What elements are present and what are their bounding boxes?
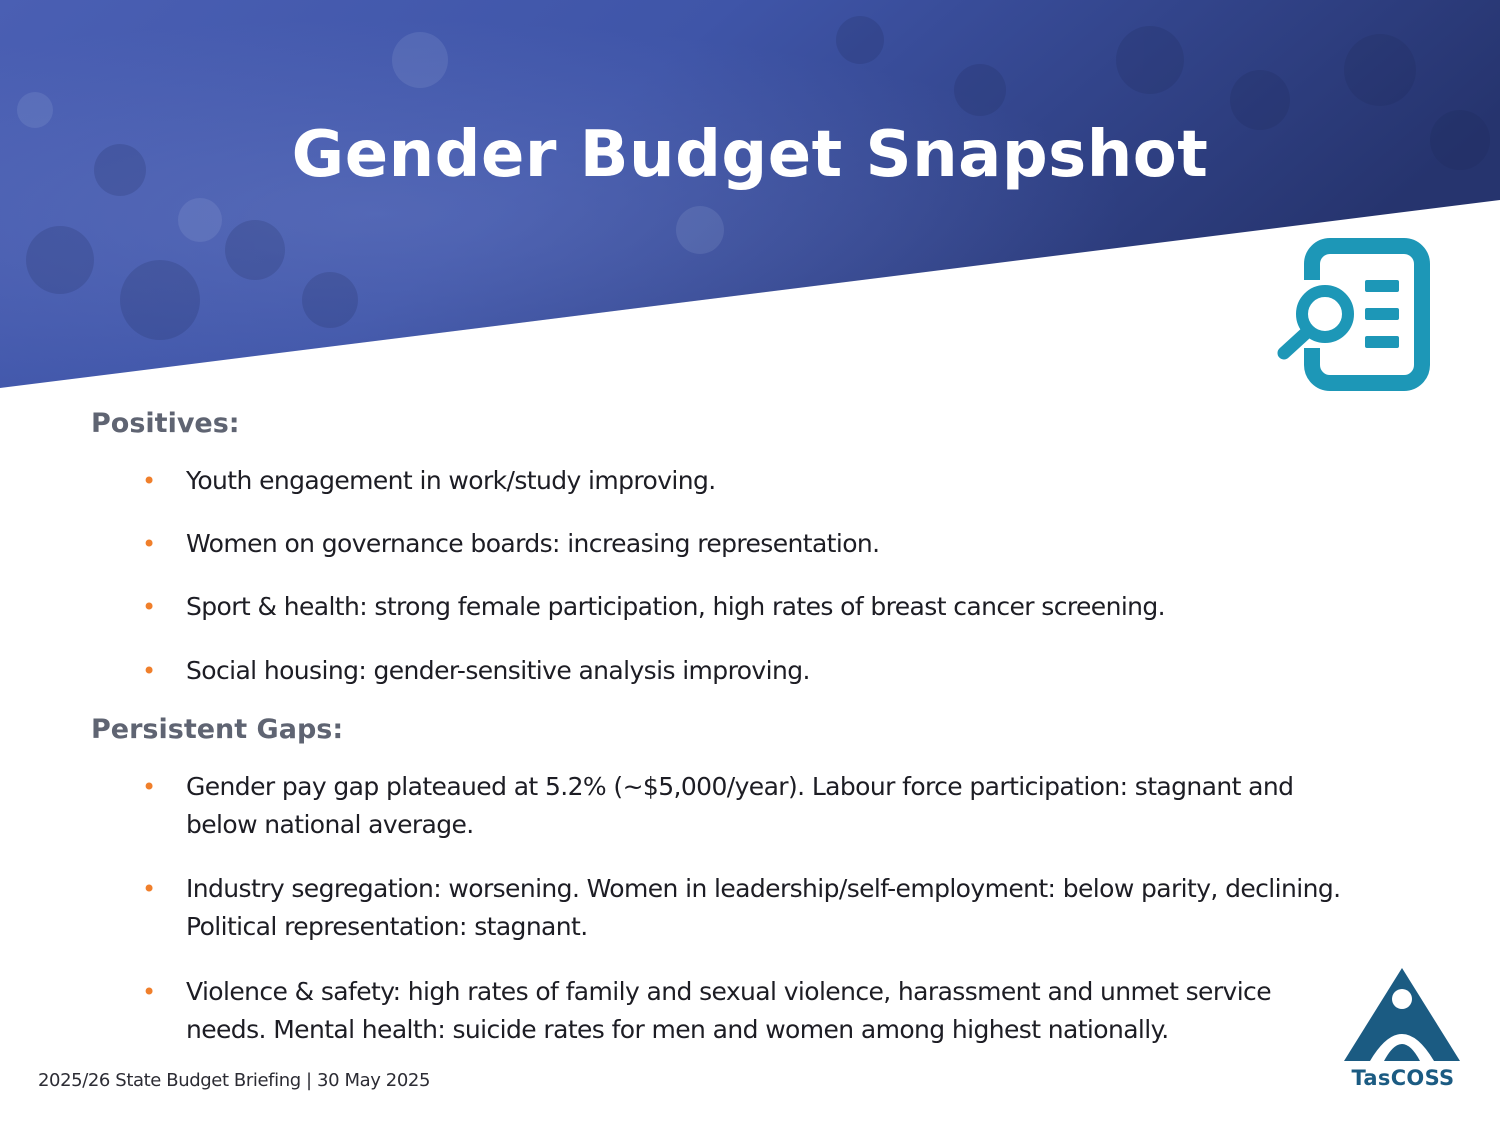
list-item-text: Gender pay gap plateaued at 5.2% (~$5,000/year). Labour force participation: stagnant and below national average. (186, 772, 1294, 839)
list-item-text: Youth engagement in work/study improving. (186, 466, 716, 495)
bullet-icon: • (142, 875, 156, 903)
slide-title: Gender Budget Snapshot (291, 118, 1209, 192)
list-item (142, 588, 1356, 626)
list-item (142, 525, 1356, 563)
bullet-icon: • (142, 978, 156, 1006)
footer-text: 2025/26 State Budget Briefing | 30 May 2025 (38, 1070, 431, 1091)
bullet-icon: • (142, 593, 156, 621)
list-item-text: Social housing: gender-sensitive analysis improving. (186, 656, 810, 685)
positives-heading: Positives: (91, 408, 240, 439)
list-item-text: Sport & health: strong female participation, high rates of breast cancer screening. (186, 592, 1166, 621)
bullet-icon: • (142, 657, 156, 685)
bullet-icon: • (142, 467, 156, 495)
list-item (142, 768, 1356, 844)
list-item-text: Industry segregation: worsening. Women in leadership/self-employment: below parity, declining. Political representation: stagnant. (186, 874, 1341, 941)
list-item-text: Violence & safety: high rates of family and sexual violence, harassment and unmet service needs. Mental health: suicide rates for men and women among highest nationally. (186, 977, 1271, 1044)
list-item (142, 973, 1356, 1049)
logo-wordmark: TasCOSS (1351, 1066, 1455, 1090)
list-item (142, 870, 1356, 946)
list-item (142, 462, 1356, 500)
bullet-icon: • (142, 773, 156, 801)
document-search-icon (1270, 236, 1435, 391)
gaps-heading: Persistent Gaps: (91, 714, 344, 745)
bullet-icon: • (142, 530, 156, 558)
list-item (142, 652, 1356, 690)
list-item-text: Women on governance boards: increasing representation. (186, 529, 880, 558)
